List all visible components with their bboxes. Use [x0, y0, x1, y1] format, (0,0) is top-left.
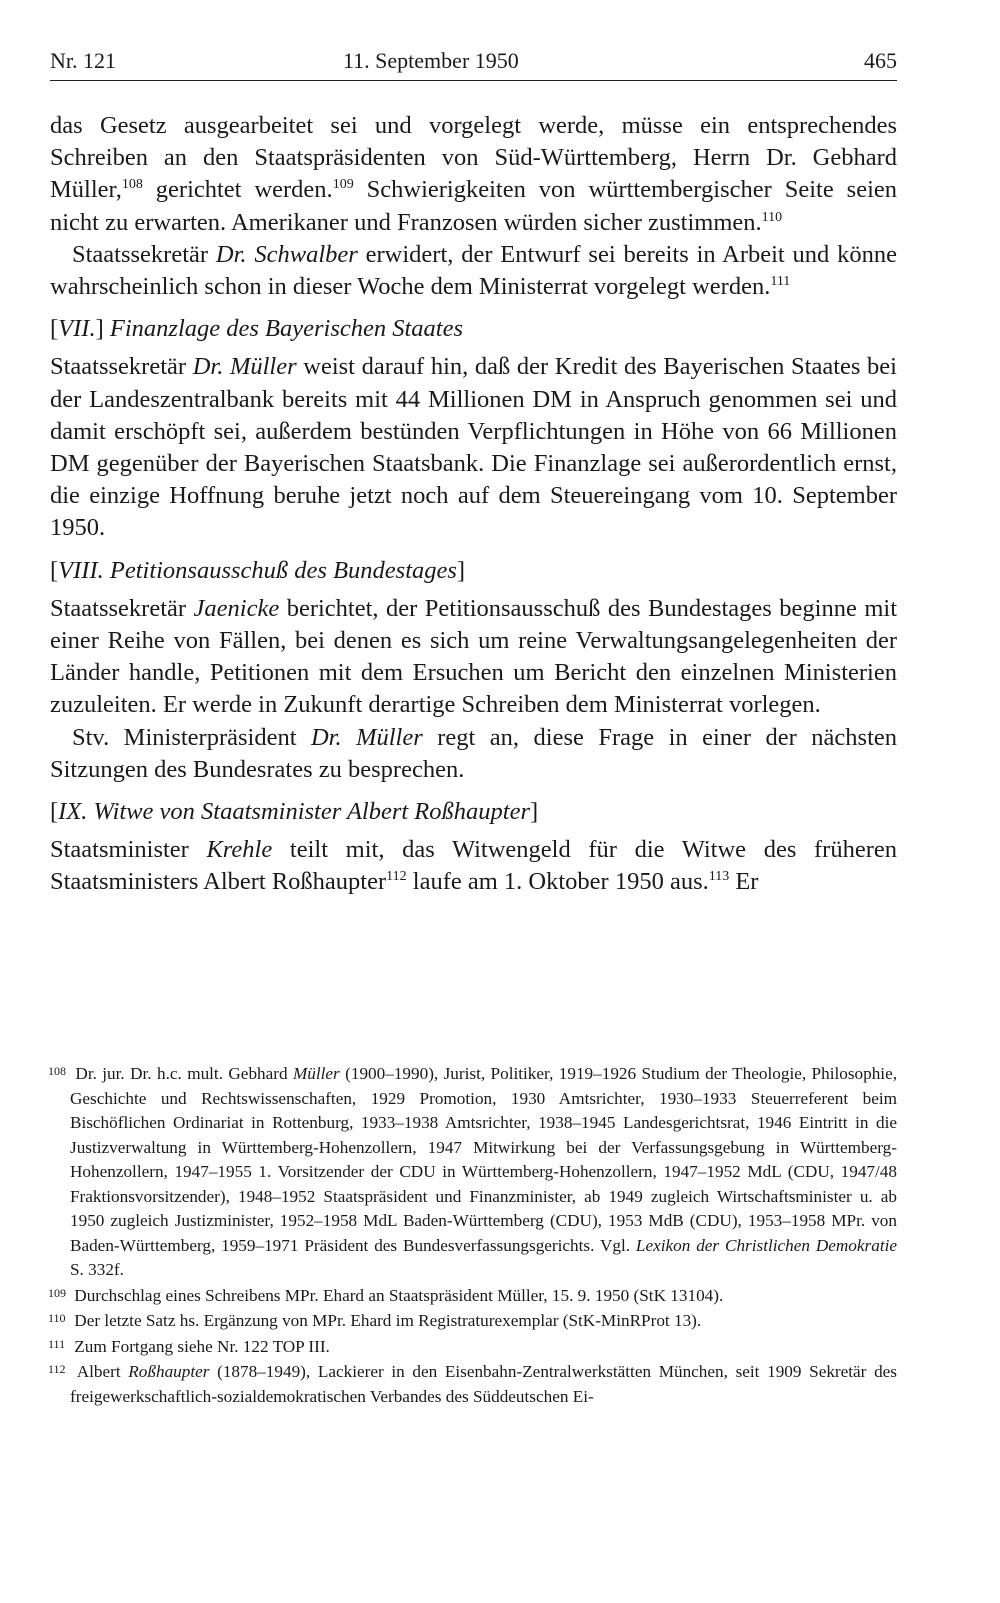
person-name: Roßhaupter [128, 1362, 210, 1381]
bracket: [ [50, 556, 59, 584]
reference-title: Lexikon der Christlichen Demokratie [635, 1235, 897, 1255]
paragraph-5 [50, 722, 897, 786]
speaker-name: Dr. Schwalber [215, 240, 358, 268]
section-title: Finanzlage des Bayerischen Staates [109, 315, 464, 343]
paragraph-3 [50, 351, 897, 544]
paragraph-4 [50, 593, 897, 722]
bracket: [ [50, 798, 59, 826]
speaker-name: Krehle [206, 836, 273, 864]
footnotes [48, 1062, 898, 1409]
section-heading-ix [50, 796, 897, 828]
bracket: ] [456, 556, 466, 584]
paragraph-text: gerichtet werden. [142, 176, 333, 204]
footnote-text: S. 332f. [70, 1260, 124, 1279]
paragraph-6 [50, 834, 897, 898]
footnote-text: Zum Fortgang siehe Nr. 122 TOP III. [74, 1336, 330, 1356]
section-heading-viii [50, 555, 897, 587]
speaker-name: Dr. Müller [192, 353, 297, 381]
speaker-name: Jaenicke [193, 594, 280, 622]
session-date: 11. September 1950 [343, 48, 519, 73]
footnote-ref-111[interactable]: 111 [770, 274, 791, 290]
paragraph-text: erwidert, der Entwurf sei bereits in Arbeit und könne wahrscheinlich schon in dieser Woche dem Ministerrat vorgelegt werden. [50, 240, 897, 301]
section-number: VII. [58, 315, 96, 343]
section-title: VIII. Petitionsausschuß des Bundestages [58, 556, 457, 584]
section-heading-vii [50, 313, 897, 345]
footnote-ref-109[interactable]: 109 [332, 177, 354, 193]
footnote-ref-110[interactable]: 110 [761, 209, 783, 225]
paragraph-2 [50, 239, 897, 303]
header-rule [50, 80, 897, 81]
paragraph-text: das Gesetz ausgearbeitet sei und vorgelegt werde, müsse ein entsprechendes Schreiben an den Staatspräsidenten von Süd-Württemberg, Herrn Dr. Gebhard Müller, [50, 112, 897, 204]
footnote-109: 109 Durchschlag eines Schreibens MPr. Ehard an Staatspräsident Müller, 15. 9. 1950 (StK 13104). [48, 1285, 724, 1305]
paragraph-text: regt an, diese Frage in einer der nächsten Sitzungen des Bundesrates zu besprechen. [50, 723, 897, 783]
bracket: ] [530, 798, 539, 826]
footnote-111: 111 Zum Fortgang siehe Nr. 122 TOP III. [48, 1336, 330, 1356]
speaker-title: Stv. Ministerpräsident [72, 723, 311, 751]
page-number: 465 [864, 48, 897, 73]
main-text [50, 110, 897, 899]
footnote-text: Durchschlag eines Schreibens MPr. Ehard an Staatspräsident Müller, 15. 9. 1950 (StK 13104). [74, 1285, 724, 1305]
footnote-ref-113[interactable]: 113 [708, 869, 730, 885]
person-name: Müller [292, 1064, 340, 1083]
footnote-112: 112 Albert Roßhaupter (1878–1949), Lackierer in den Eisenbahn-Zentralwerkstätten München, seit 1909 Sekretär des freigewerkschaftlich-sozialdemokratischen Verbandes des Süddeutschen Ei- [48, 1362, 897, 1406]
footnote-108: 108 Dr. jur. Dr. h.c. mult. Gebhard Müller (1900–1990), Jurist, Politiker, 1919–1926 Studium der Theologie, Philosophie, Geschichte und Rechtswissenschaften, 1929 Promotion, 1930 Amtsrichter, 1930–1933 Steuerreferent beim Bischöflichen Ordinariat in Rottenburg, 1933–1938 Amtsrichter, 1938–1945 Landesgerichtsrat, 1946 Eintritt in die Justizverwaltung in Württemberg-Hohenzollern, 1947 Mitwirkung bei der Verfassungsgebung in Württemberg-Hohenzollern, 1947–1955 1. Vorsitzender der CDU in Württemberg-Hohenzollern, 1947–1952 MdL (CDU, 1947/48 Fraktionsvorsitzender), 1948–1952 Staatspräsident und Finanzminister, ab 1949 zugleich Wirtschaftsminister u. ab 1950 zugleich Justizminister, 1952–1958 MdL Baden-Württemberg (CDU), 1953 MdB (CDU), 1953–1958 MPr. von Baden-Württemberg, 1959–1971 Präsident des Bundesverfassungsgerichts. Vgl. Lexikon der Christlichen Demokratie S. 332f. [48, 1064, 898, 1279]
footnote-text: Der letzte Satz hs. Ergänzung von MPr. Ehard im Registraturexemplar (StK-MinRProt 13). [74, 1311, 702, 1330]
paragraph-text: weist darauf hin, daß der Kredit des Bayerischen Staates bei der Landeszentralbank bereits mit 44 Millionen DM in Anspruch genommen sei und damit erschöpft sei, außerdem bestünden Verpflichtungen in Höhe von 66 Millionen DM gegenüber der Bayerischen Staatsbank. Die Finanzlage sei außerordentlich ernst, die einzige Hoffnung beruhe jetzt noch auf dem Steuereingang vom 10. September 1950. [50, 353, 897, 542]
paragraph-1 [50, 110, 897, 239]
footnote-text: (1900–1990), Jurist, Politiker, 1919–1926 Studium der Theologie, Philosophie, Geschichte und Rechtswissenschaften, 1929 Promotion, 1930 Amtsrichter, 1930–1933 Steuerreferent beim Bischöflichen Ordinariat in Rottenburg, 1933–1938 Amtsrichter, 1938–1945 Landesgerichtsrat, 1946 Eintritt in die Justizverwaltung in Württemberg-Hohenzollern, 1947 Mitwirkung bei der Verfassungsgebung in Württemberg-Hohenzollern, 1947–1955 1. Vorsitzender der CDU in Württemberg-Hohenzollern, 1947–1952 MdL (CDU, 1947/48 Fraktionsvorsitzender), 1948–1952 Staatspräsident und Finanzminister, ab 1949 zugleich Wirtschaftsminister u. ab 1950 zugleich Justizminister, 1952–1958 MdL Baden-Württemberg (CDU), 1953 MdB (CDU), 1953–1958 MPr. von Baden-Württemberg, 1959–1971 Präsident des Bundesverfassungsgerichts. Vgl. [70, 1064, 898, 1255]
page-header [50, 44, 897, 80]
footnote-text: Albert [76, 1362, 129, 1381]
speaker-title: Staatssekretär [50, 353, 193, 381]
speaker-name: Dr. Müller [310, 723, 423, 751]
footnote-ref-112[interactable]: 112 [386, 869, 407, 885]
section-title: IX. Witwe von Staatsminister Albert Roßhaupter [58, 798, 530, 826]
paragraph-text: laufe am 1. Oktober 1950 aus. [406, 868, 709, 896]
footnote-text: Dr. jur. Dr. h.c. mult. Gebhard [75, 1064, 293, 1083]
paragraph-text: Schwierigkeiten von württembergischer Seite seien nicht zu erwarten. Amerikaner und Franzosen würden sicher zustimmen. [50, 176, 898, 236]
bracket: [ [50, 315, 59, 343]
footnote-text: (1878–1949), Lackierer in den Eisenbahn-Zentralwerkstätten München, seit 1909 Sekretär des freigewerkschaftlich-sozialdemokratischen Verbandes des Süddeutschen Ei- [70, 1362, 897, 1406]
paragraph-text: Er [729, 868, 759, 896]
paragraph-text: teilt mit, das Witwengeld für die Witwe des früheren Staatsministers Albert Roßhaupter [50, 836, 897, 896]
footnote-110: 110 Der letzte Satz hs. Ergänzung von MPr. Ehard im Registraturexemplar (StK-MinRProt 13). [48, 1311, 702, 1330]
paragraph-text: berichtet, der Petitionsausschuß des Bundestages beginne mit einer Reihe von Fällen, bei denen es sich um reine Verwaltungsangelegenheiten der Länder handle, Petitionen mit dem Ersuchen um Bericht den einzelnen Ministerien zuzuleiten. Er werde in Zukunft derartige Schreiben dem Ministerrat vorlegen. [50, 594, 897, 719]
speaker-title: Staatssekretär [50, 594, 194, 622]
footnote-ref-108[interactable]: 108 [121, 177, 143, 193]
document-number: Nr. 121 [50, 48, 116, 73]
speaker-title: Staatsminister [50, 836, 207, 864]
bracket: ] [95, 315, 110, 343]
speaker-title: Staatssekretär [72, 240, 216, 268]
